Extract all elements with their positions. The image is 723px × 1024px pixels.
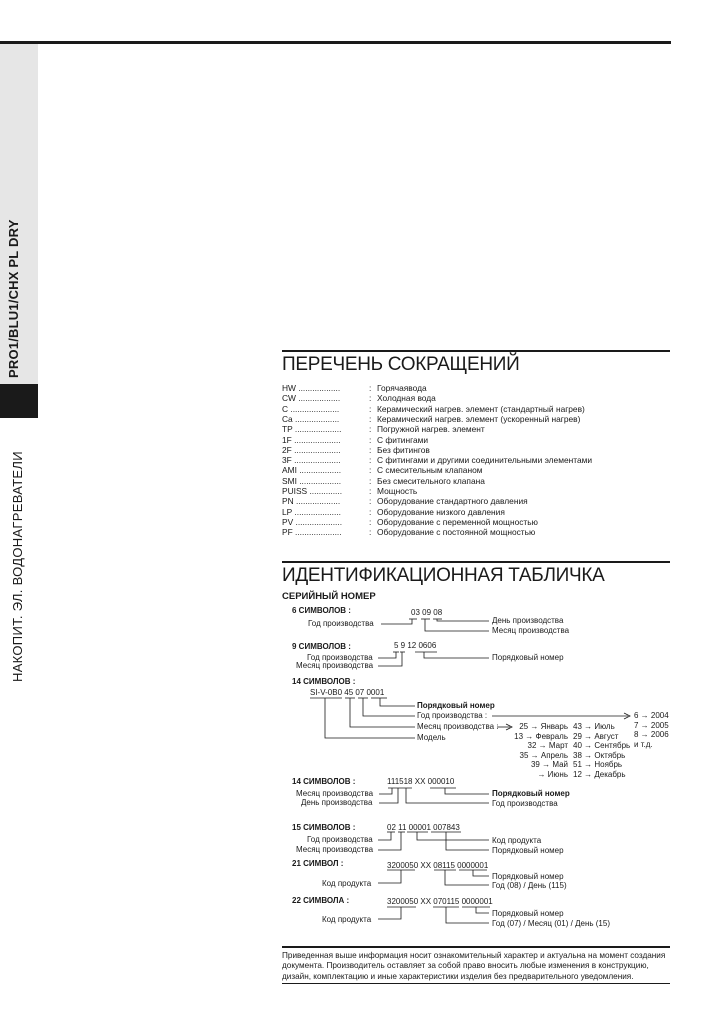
serial-14a-code: SI-V-0B0 45 07 0001: [310, 688, 385, 697]
abbreviation-key: C .....................: [282, 403, 340, 414]
abbreviation-key: 2F ....................: [282, 444, 341, 455]
abbreviation-colon: :: [369, 527, 372, 538]
serial-6-title: 6 СИМВОЛОВ :: [292, 606, 351, 615]
abbreviation-key: PUISS ..............: [282, 486, 343, 496]
serial-22-left1: Код продукта: [322, 915, 372, 924]
month-code-item: → Июнь: [537, 770, 568, 779]
abbreviation-description: Мощность: [377, 486, 418, 496]
serial-14b-left2: День производства: [301, 798, 373, 807]
month-code-item: 12 → Декабрь: [573, 770, 626, 779]
month-code-item: 43 → Июль: [573, 722, 615, 731]
month-code-item: 32 → Март: [527, 741, 568, 751]
serial-9-left2: Месяц производства: [296, 661, 374, 670]
serial-21-title: 21 СИМВОЛ :: [292, 859, 344, 868]
abbreviation-key: 1F ....................: [282, 434, 341, 445]
abbreviation-colon: :: [369, 486, 372, 496]
sidebar-category-label: НАКОПИТ. ЭЛ. ВОДОНАГРЕВАТЕЛИ: [10, 451, 25, 682]
abbreviation-colon: :: [369, 393, 372, 404]
abbreviation-description: С фитингами и другими соединительными элементами: [377, 455, 593, 466]
month-code-item: 51 → Ноябрь: [573, 760, 623, 770]
serial-22-right2: Год (07) / Месяц (01) / День (15): [492, 919, 610, 928]
abbreviation-key: PN ...................: [282, 496, 341, 507]
abbreviation-key: PF ....................: [282, 527, 342, 538]
serial-21-right2: Год (08) / День (115): [492, 881, 567, 890]
abbreviation-key: TP ....................: [282, 424, 342, 435]
serial-15-right1: Код продукта: [492, 836, 542, 845]
year-code-item: 8 → 2006: [634, 730, 669, 740]
sidebar-model-label: PRO1/BLU1/CHX PL DRY: [6, 219, 21, 378]
serial-14b-right1: Порядковый номер: [492, 789, 570, 798]
serial-14a-r2: Год производства :: [417, 711, 488, 720]
abbreviation-colon: :: [369, 496, 372, 507]
abbreviation-colon: :: [369, 516, 372, 527]
serial-9-left1: Год производства: [307, 653, 373, 662]
serial-14a-title: 14 СИМВОЛОВ :: [292, 677, 356, 686]
abbreviations-title: ПЕРЕЧЕНЬ СОКРАЩЕНИЙ: [282, 354, 520, 375]
serial-21-left1: Код продукта: [322, 879, 372, 888]
month-code-item: 40 → Сентябрь: [573, 741, 631, 751]
serial-14b-title: 14 СИМВОЛОВ :: [292, 777, 356, 786]
abbreviation-colon: :: [369, 424, 372, 435]
serial-14a-r1: Порядковый номер: [417, 701, 495, 710]
serial-6-code: 03 09 08: [411, 608, 443, 617]
serial-6-right1: День производства: [492, 616, 564, 625]
serial-22-right1: Порядковый номер: [492, 909, 564, 918]
abbreviation-description: Оборудование с постоянной мощностью: [377, 527, 536, 538]
abbreviation-description: Без смесительного клапана: [377, 475, 485, 486]
month-code-item: 29 → Август: [573, 731, 619, 741]
year-code-item: 6 → 2004: [634, 711, 669, 720]
disclaimer-bottom-rule: [282, 983, 670, 984]
serial-6-right2: Месяц производства: [492, 626, 570, 635]
month-code-item: 25 → Январь: [519, 722, 568, 731]
serial-number-heading: СЕРИЙНЫЙ НОМЕР: [282, 591, 376, 602]
abbreviation-key: PV ....................: [282, 516, 343, 527]
serial-15-left2: Месяц производства: [296, 845, 374, 854]
identification-title: ИДЕНТИФИКАЦИОННАЯ ТАБЛИЧКА: [282, 565, 605, 586]
month-code-item: 13 → Февраль: [514, 731, 568, 741]
abbreviation-key: Ca ...................: [282, 413, 340, 424]
serial-14a-r4: Модель: [417, 733, 446, 742]
abbreviation-description: Без фитингов: [377, 444, 430, 455]
abbreviation-colon: :: [369, 413, 372, 424]
month-code-item: 38 → Октябрь: [573, 750, 626, 760]
abbreviation-colon: :: [369, 403, 372, 414]
abbreviation-key: AMI ..................: [282, 465, 342, 476]
serial-6-left1: Год производства: [308, 619, 374, 628]
abbreviation-description: Керамический нагрев. элемент (ускоренный нагрев): [377, 413, 581, 424]
abbreviation-key: SMI ..................: [282, 475, 342, 486]
abbreviation-description: С смесительным клапаном: [377, 465, 483, 476]
abbreviation-key: CW ..................: [282, 393, 341, 404]
abbreviation-description: Горячаявода: [377, 383, 427, 393]
serial-14b-left1: Месяц производства: [296, 789, 374, 798]
serial-15-left1: Год производства: [307, 835, 373, 844]
serial-9-right1: Порядковый номер: [492, 653, 564, 662]
serial-9-code: 5 9 12 0606: [394, 641, 437, 650]
abbreviation-colon: :: [369, 434, 372, 445]
serial-14b-right2: Год производства: [492, 799, 558, 808]
serial-21-right1: Порядковый номер: [492, 872, 564, 881]
serial-15-title: 15 СИМВОЛОВ :: [292, 823, 356, 832]
serial-14b-code: 111518 XX 000010: [387, 777, 455, 786]
month-code-item: 35 → Апрель: [519, 750, 568, 760]
month-code-item: 39 → Май: [530, 760, 568, 770]
disclaimer-top-rule: [282, 946, 670, 948]
serial-15-right2: Порядковый номер: [492, 846, 564, 855]
serial-9-title: 9 СИМВОЛОВ :: [292, 642, 351, 651]
abbreviation-key: LP ....................: [282, 506, 341, 517]
abbreviation-description: Оборудование низкого давления: [377, 506, 505, 517]
abbreviation-description: Оборудование стандартного давления: [377, 496, 528, 507]
year-code-item: и т.д.: [634, 739, 653, 749]
abbreviation-key: 3F ....................: [282, 455, 341, 466]
abbreviation-description: Холодная вода: [377, 393, 436, 404]
abbreviation-description: Погружной нагрев. элемент: [377, 424, 485, 435]
disclaimer-text: Приведенная выше информация носит ознакомительный характер и актуальна на момент создания документа. Производитель оставляет за собой право вносить любые изменения в конструкцию, дизайн, комплектацию и иные характеристики изделия без предварительного уведомления.: [282, 951, 666, 981]
abbreviation-colon: :: [369, 455, 372, 466]
abbreviation-key: HW ..................: [282, 383, 341, 393]
serial-21-code: 3200050 XX 08115 0000001: [387, 861, 489, 870]
year-code-item: 7 → 2005: [634, 720, 669, 730]
serial-22-code: 3200050 XX 070115 0000001: [387, 897, 493, 906]
abbreviation-description: Керамический нагрев. элемент (стандартный нагрев): [377, 403, 585, 414]
serial-14a-r3: Месяц производства :: [417, 722, 499, 731]
serial-22-title: 22 СИМВОЛА :: [292, 896, 350, 905]
abbreviation-colon: :: [369, 506, 372, 517]
abbreviation-colon: :: [369, 444, 372, 455]
abbreviation-colon: :: [369, 465, 372, 476]
abbreviation-description: С фитингами: [377, 434, 429, 445]
abbreviation-colon: :: [369, 383, 372, 393]
abbreviation-colon: :: [369, 475, 372, 486]
serial-15-code: 02 11 00001 007843: [387, 823, 460, 832]
abbreviation-description: Оборудование с переменной мощностью: [377, 516, 538, 527]
